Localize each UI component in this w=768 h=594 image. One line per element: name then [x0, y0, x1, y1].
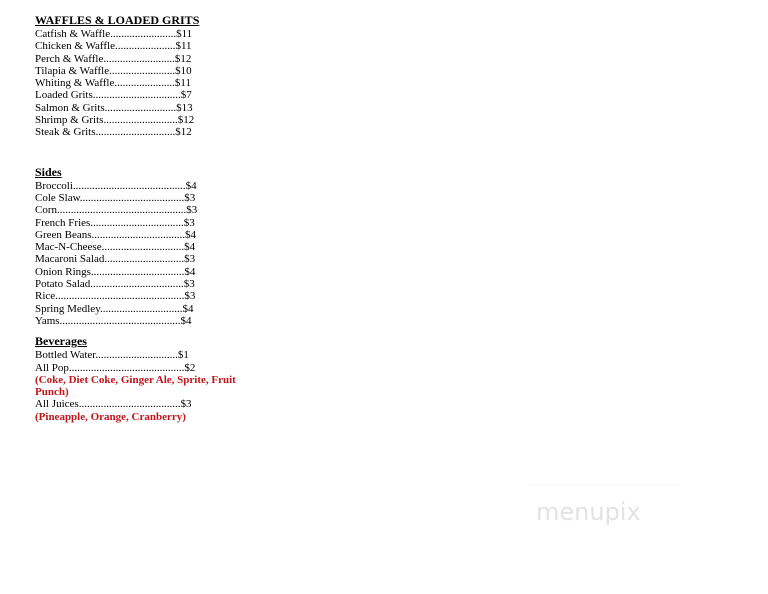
menu-item: Whiting & Waffle......................$11 [35, 77, 191, 90]
juice-flavors-note: (Pineapple, Orange, Cranberry) [35, 410, 186, 423]
menu-item: Mac-N-Cheese..............................$4 [35, 241, 196, 254]
menu-item: All Pop..........................................$2 [35, 361, 196, 374]
pop-flavors-note: (Coke, Diet Coke, Ginger Ale, Sprite, Fruit Punch) [35, 373, 236, 399]
menu-item: Shrimp & Grits...........................$12 [35, 114, 195, 127]
menu-item: Onion Rings..................................$4 [35, 265, 196, 278]
menu-item: Salmon & Grits..........................$13 [35, 101, 193, 114]
menu-column [35, 14, 240, 423]
menu-item: Green Beans..................................$4 [35, 228, 197, 241]
sides-heading: Sides [35, 164, 62, 179]
menu-item: Catfish & Waffle........................$11 [35, 28, 193, 40]
menu-item: Macaroni Salad.............................$3 [35, 253, 196, 266]
menu-item: Steak & Grits.............................$12 [35, 126, 192, 139]
menu-item: Loaded Grits................................$7 [35, 89, 192, 102]
menupix-watermark-logo: menupix [536, 498, 641, 526]
menu-item: Perch & Waffle..........................$12 [35, 52, 192, 65]
menu-item: Yams............................................$4 [35, 314, 192, 327]
watermark-line [530, 484, 680, 491]
menu-item: Potato Salad..................................$3 [35, 278, 195, 291]
beverages-heading: Beverages [35, 334, 87, 349]
menu-item: Rice...............................................$3 [35, 290, 196, 303]
menu-item: French Fries..................................$3 [35, 216, 195, 229]
waffles-heading: WAFFLES & LOADED GRITS [35, 13, 200, 27]
menu-item: Chicken & Waffle......................$11 [35, 40, 192, 53]
menu-item: Bottled Water..............................$1 [35, 349, 189, 362]
menu-item: Tilapia & Waffle........................$10 [35, 64, 192, 77]
menu-item: All Juices.....................................$3 [35, 398, 192, 411]
menu-item: Spring Medley..............................$4 [35, 302, 194, 315]
section-spacer [35, 139, 240, 166]
menu-item: Broccoli.........................................$4 [35, 179, 197, 192]
menu-item: Corn...............................................$3 [35, 204, 198, 217]
menu-item: Cole Slaw......................................$3 [35, 191, 196, 204]
